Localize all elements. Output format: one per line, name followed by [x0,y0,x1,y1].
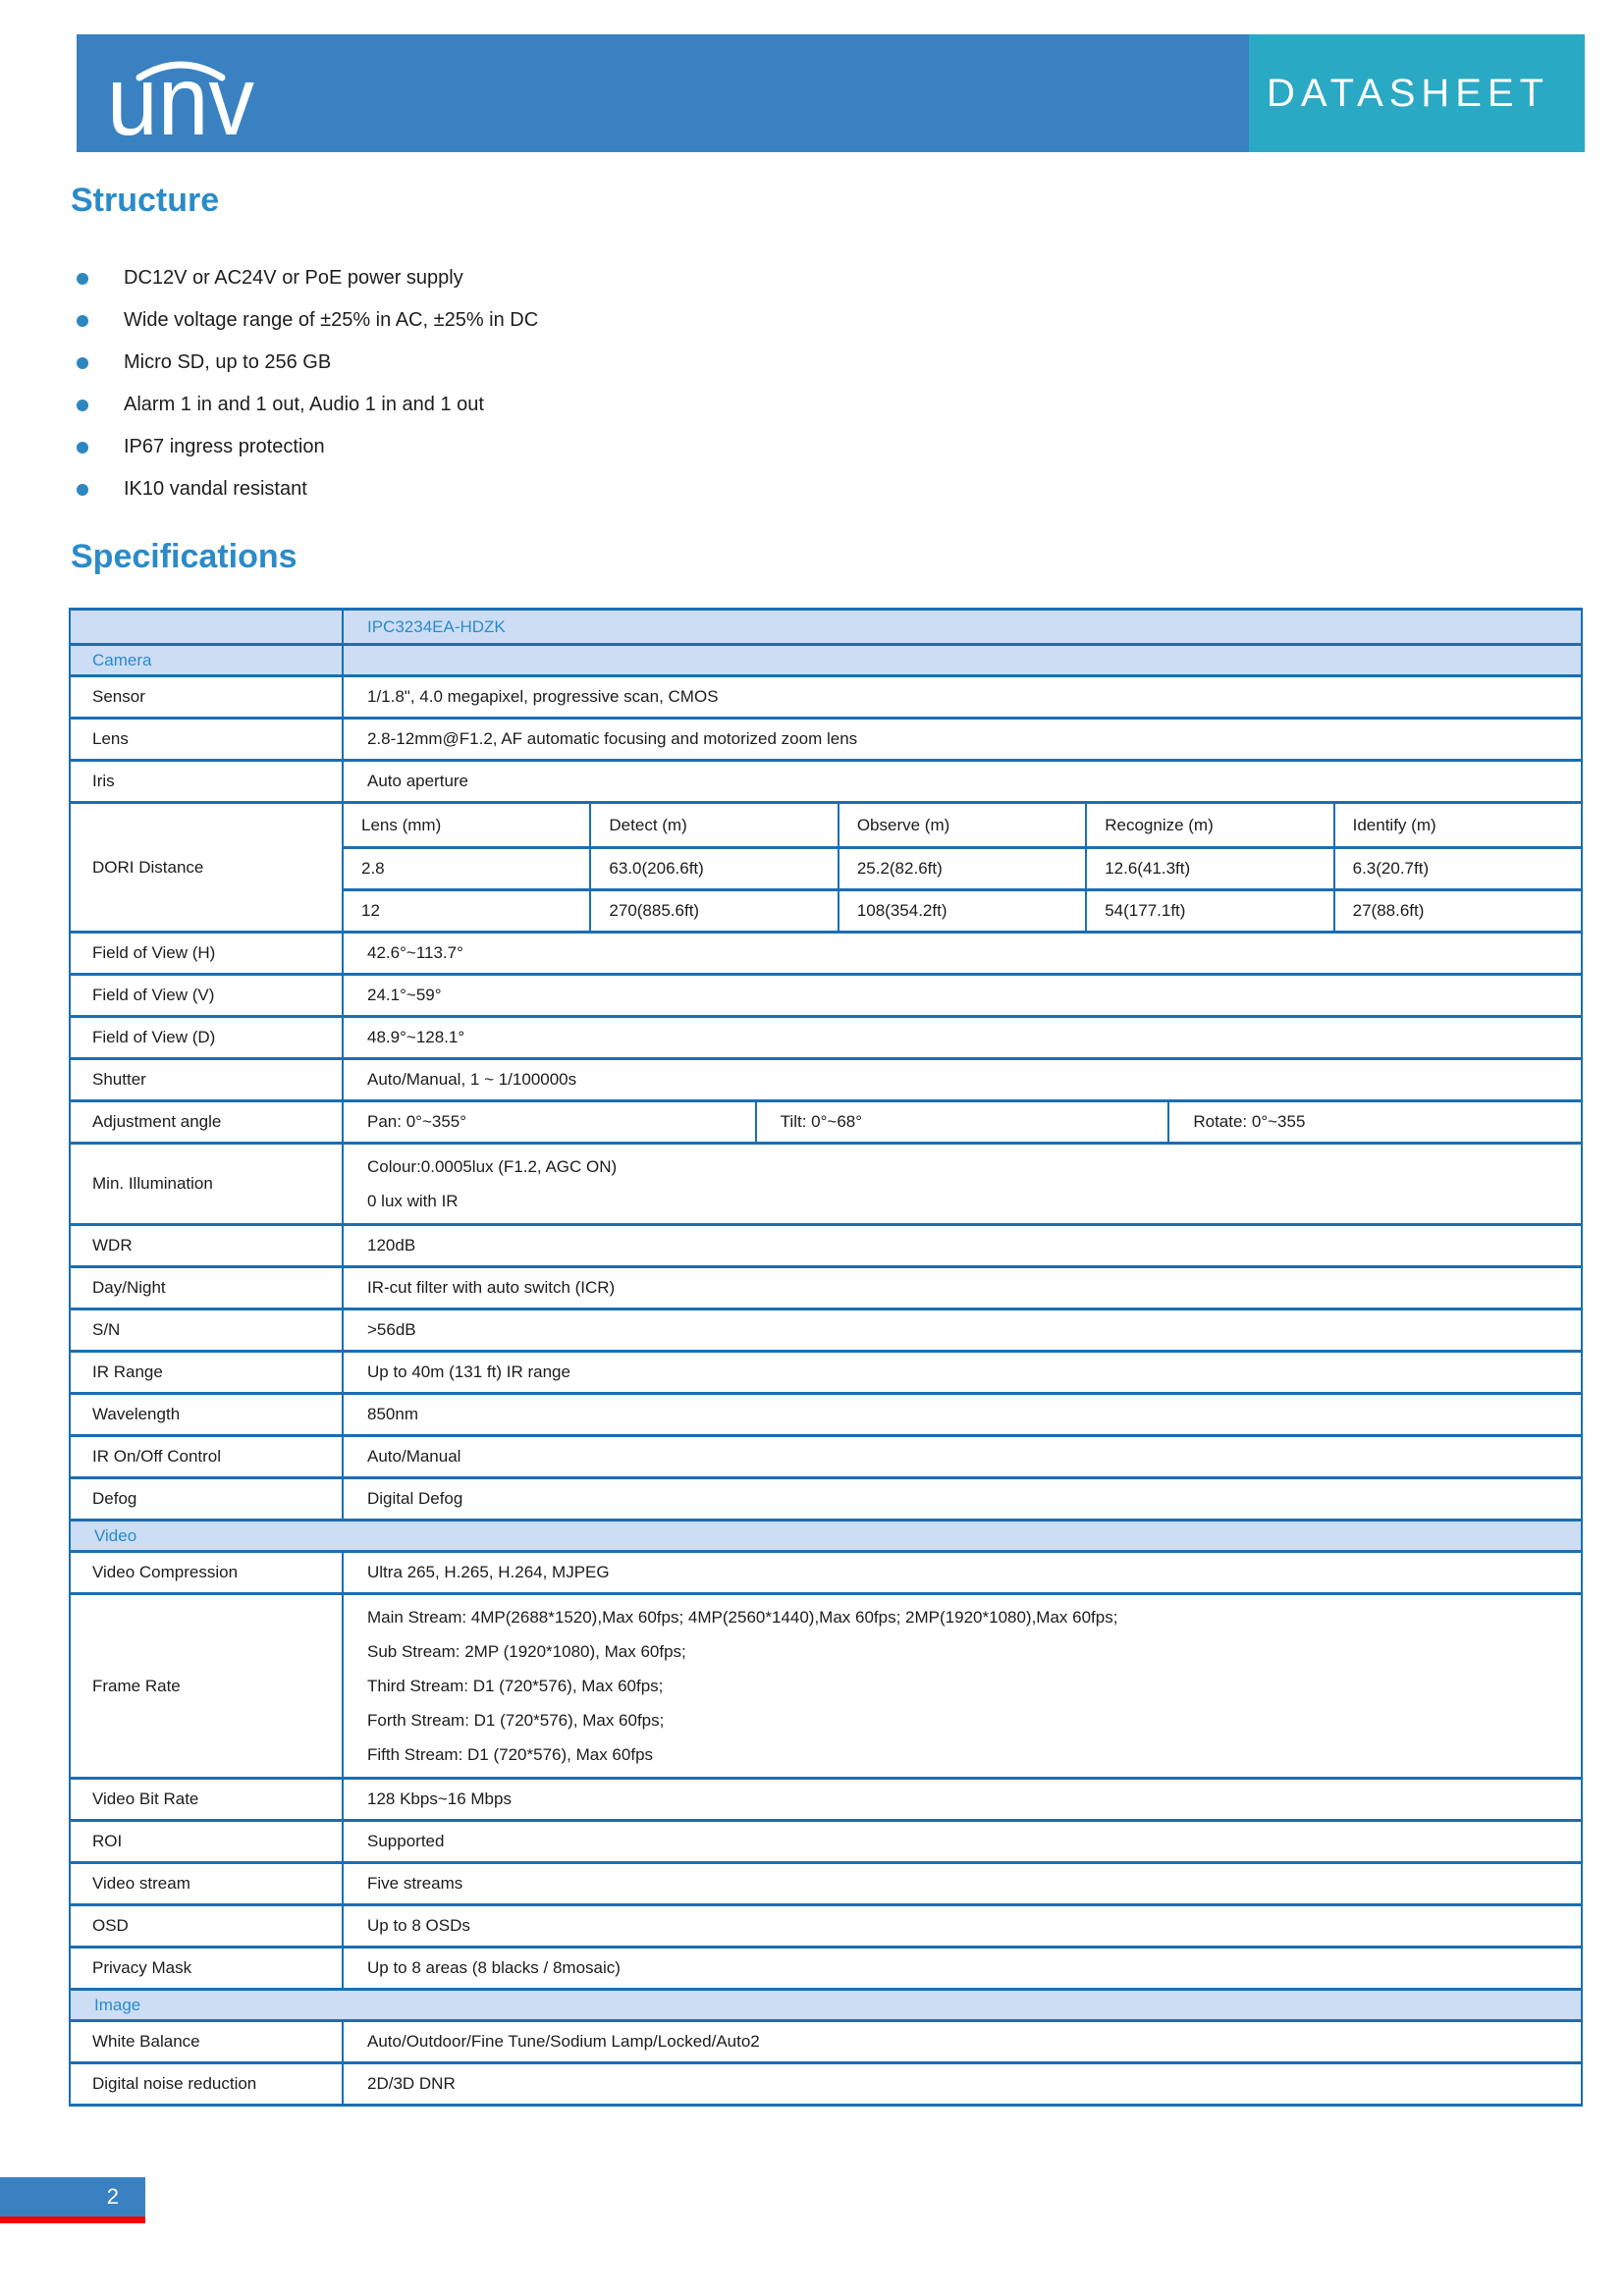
spec-row [71,674,1581,717]
spec-value-cell: 42.6°~113.7° [367,943,463,962]
spec-row-multiline [71,1142,1581,1223]
bullet-text: Micro SD, up to 256 GB [124,351,332,373]
logo-text: unv [107,48,254,156]
dori-header-cell: Identify (m) [1333,804,1581,846]
spec-label-cell: Shutter [71,1060,344,1099]
spec-label-cell: Min. Illumination [71,1145,344,1223]
spec-row [71,1434,1581,1476]
banner-label: DATASHEET [1267,71,1550,115]
spec-row [71,1350,1581,1392]
spec-value-cell: Tilt: 0°~68° [755,1102,1168,1142]
spec-value-line: Sub Stream: 2MP (1920*1080), Max 60fps; [367,1642,686,1661]
dori-data-row [344,888,1581,931]
dori-header-cell: Recognize (m) [1085,804,1332,846]
spec-row [71,1903,1581,1946]
dori-value-cell: 6.3(20.7ft) [1333,849,1581,888]
spec-value-line: Fifth Stream: D1 (720*576), Max 60fps [367,1745,654,1764]
bullet-dot-icon [77,273,88,285]
dori-value-cell: 270(885.6ft) [589,891,837,931]
dori-header-row [344,804,1581,846]
spec-row [71,973,1581,1015]
spec-row [71,1223,1581,1265]
spec-value-cell: 850nm [367,1405,418,1423]
spec-label-cell: Digital noise reduction [71,2064,344,2104]
spec-label-cell: Defog [71,1479,344,1519]
spec-label-cell: S/N [71,1310,344,1350]
spec-label-cell: Adjustment angle [71,1102,344,1142]
dori-header-cell: Observe (m) [838,804,1085,846]
structure-heading: Structure [71,182,220,219]
spec-value-cell: Up to 8 OSDs [367,1916,470,1935]
spec-label-cell: Video Bit Rate [71,1780,344,1819]
spec-row [71,1777,1581,1819]
structure-bullet [71,299,538,342]
dori-value-cell: 12 [361,901,380,920]
spec-value-cell: Up to 40m (131 ft) IR range [367,1362,570,1381]
spec-multiline-cell [344,1595,1581,1777]
spec-row [71,1819,1581,1861]
dori-value-cell: 25.2(82.6ft) [838,849,1085,888]
spec-row [71,2061,1581,2104]
bullet-dot-icon [77,442,88,454]
spec-value-cell: 24.1°~59° [367,986,442,1004]
dori-header-cell: Lens (mm) [361,815,442,834]
spec-label-cell: Sensor [71,677,344,717]
spec-label-cell: Field of View (D) [71,1018,344,1057]
bullet-text: DC12V or AC24V or PoE power supply [124,267,463,289]
specifications-heading: Specifications [71,538,298,575]
specifications-table [69,608,1583,2107]
spec-row [71,1265,1581,1308]
spec-value-cell: Auto/Manual [367,1447,461,1466]
spec-value-cell: Pan: 0°~355° [367,1112,467,1131]
dori-distance-row [71,801,1581,931]
dori-value-cell: 63.0(206.6ft) [589,849,837,888]
spec-value-cell: 128 Kbps~16 Mbps [367,1789,512,1808]
dori-data-row [344,846,1581,888]
spec-value-cell: Ultra 265, H.265, H.264, MJPEG [367,1563,610,1581]
datasheet-banner [1249,34,1585,152]
bullet-text: Wide voltage range of ±25% in AC, ±25% in DC [124,309,539,331]
page-number: 2 [106,2184,119,2209]
spec-row [71,2019,1581,2061]
spec-value-cell: 120dB [367,1236,416,1255]
spec-label-cell: Wavelength [71,1395,344,1434]
spec-label-cell: Field of View (V) [71,976,344,1015]
spec-label-cell: DORI Distance [71,804,344,931]
structure-bullet [71,384,538,426]
spec-label-cell: Video Compression [71,1553,344,1592]
spec-label-cell: OSD [71,1906,344,1946]
spec-row [71,1392,1581,1434]
footer-red-rule [0,2216,145,2223]
dori-header-cell: Detect (m) [589,804,837,846]
spec-row-multi [71,1099,1581,1142]
spec-value-cell: 2.8-12mm@F1.2, AF automatic focusing and motorized zoom lens [367,729,858,748]
spec-label-cell: WDR [71,1226,344,1265]
bullet-text: Alarm 1 in and 1 out, Audio 1 in and 1 out [124,394,484,415]
spec-value-cell: Auto/Manual, 1 ~ 1/100000s [367,1070,577,1089]
spec-value-cell: 1/1.8", 4.0 megapixel, progressive scan, CMOS [367,687,719,706]
spec-value-cell: Auto aperture [367,772,469,790]
spec-row [71,1861,1581,1903]
section-row-image [71,1988,1581,2019]
spec-row [71,759,1581,801]
dori-value-cell: 108(354.2ft) [838,891,1085,931]
bullet-text: IP67 ingress protection [124,436,325,457]
spec-label-cell: Day/Night [71,1268,344,1308]
spec-label-cell: IR Range [71,1353,344,1392]
spec-row [71,1057,1581,1099]
spec-row [71,717,1581,759]
spec-row [71,1476,1581,1519]
spec-multiline-cell [344,1145,1581,1223]
dori-subtable [344,804,1581,931]
section-label-cell: Camera [71,646,344,674]
spec-label-cell: ROI [71,1822,344,1861]
spec-value-line: Main Stream: 4MP(2688*1520),Max 60fps; 4MP(2560*1440),Max 60fps; 2MP(1920*1080),Max 60fps; [367,1608,1118,1627]
spec-row [71,1550,1581,1592]
section-empty-cell [344,646,1581,674]
dori-value-cell: 54(177.1ft) [1085,891,1332,931]
spec-label-cell: Frame Rate [71,1595,344,1777]
spec-label-cell: Field of View (H) [71,934,344,973]
spec-value-line: Forth Stream: D1 (720*576), Max 60fps; [367,1711,665,1730]
structure-bullet [71,468,538,510]
page-number-box [0,2177,145,2216]
spec-label-cell: Lens [71,720,344,759]
model-empty-cell [71,611,344,643]
spec-value-line: 0 lux with IR [367,1192,459,1210]
bullet-dot-icon [77,400,88,411]
spec-value-line: Third Stream: D1 (720*576), Max 60fps; [367,1677,664,1695]
dori-value-cell: 27(88.6ft) [1333,891,1581,931]
spec-label-cell: IR On/Off Control [71,1437,344,1476]
spec-value-line: Colour:0.0005lux (F1.2, AGC ON) [367,1157,618,1176]
spec-label-cell: Iris [71,762,344,801]
spec-value-cell: Up to 8 areas (8 blacks / 8mosaic) [367,1958,621,1977]
spec-row [71,1015,1581,1057]
spec-value-cell: Supported [367,1832,445,1850]
spec-value-cell: Rotate: 0°~355 [1167,1102,1581,1142]
bullet-dot-icon [77,357,88,369]
spec-row-multiline [71,1592,1581,1777]
spec-value-cell: Digital Defog [367,1489,463,1508]
spec-label-cell: Privacy Mask [71,1949,344,1988]
spec-label-cell: Video stream [71,1864,344,1903]
section-label-cell: Image [94,1995,141,2014]
bullet-text: IK10 vandal resistant [124,478,307,500]
model-name-cell: IPC3234EA-HDZK [367,616,506,636]
bullet-dot-icon [77,315,88,327]
spec-row [71,931,1581,973]
dori-value-cell: 2.8 [361,859,385,878]
spec-row [71,1946,1581,1988]
unv-logo [102,48,259,156]
spec-multi-values [344,1102,1581,1142]
dori-value-cell: 12.6(41.3ft) [1085,849,1332,888]
header-bar [77,34,1585,156]
section-row-camera [71,643,1581,674]
spec-value-cell: Five streams [367,1874,463,1893]
structure-bullet [71,342,538,384]
spec-value-cell: Auto/Outdoor/Fine Tune/Sodium Lamp/Locked/Auto2 [367,2032,760,2051]
section-label-cell: Video [94,1525,137,1545]
model-header-row [71,611,1581,643]
spec-label-cell: White Balance [71,2022,344,2061]
spec-value-cell: IR-cut filter with auto switch (ICR) [367,1278,616,1297]
spec-value-cell: 2D/3D DNR [367,2074,456,2093]
spec-value-cell: 48.9°~128.1° [367,1028,465,1046]
structure-bullet-list [71,257,538,510]
section-row-video [71,1519,1581,1550]
structure-bullet [71,426,538,468]
bullet-dot-icon [77,484,88,496]
structure-bullet [71,257,538,299]
spec-value-cell: >56dB [367,1320,416,1339]
spec-row [71,1308,1581,1350]
